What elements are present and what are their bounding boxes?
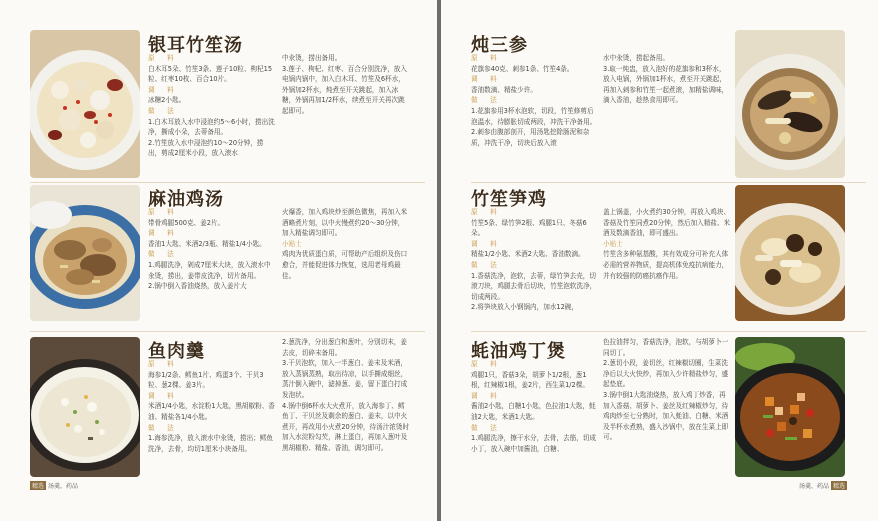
recipe-title: 鱼肉羹 bbox=[148, 341, 205, 362]
recipe-text: 1.鸡腿洗净，擦干水分，去骨，去筋，切成小丁，放入碗中加酱油，白糖、 bbox=[471, 434, 596, 453]
recipe-photo-three-ginseng-stew bbox=[735, 30, 845, 178]
footer-text: 汤羹、药品 bbox=[799, 483, 830, 490]
recipe-title: 炖三参 bbox=[471, 35, 528, 56]
recipe-text: 4.锅中倒6杯水大火煮开，放入海参丁、鳕鱼丁、干贝丝及剩余的葱白、姜末，以中火煮开，再改用小火煮20分钟，待汤汁浓烫时加入水淀粉勾芡，淋上蛋白，再加入葱叶及黑胡椒粉、精盐、香油，调匀即可。 bbox=[282, 401, 410, 452]
recipe-text: 3.取一炖盅，放入泡好的花旗参和3杯水，放入电锅，外锅加1杯水，煮至开关跳起，再加入刺参和竹笙一起煮滚，加精盐调味，滴入香油，趁热食用即可。 bbox=[603, 64, 729, 105]
right-page bbox=[441, 0, 878, 521]
recipe-text: 2.竹笙放入水中浸泡约10～20分钟，捞出，剪成2厘米小段，放入滚水 bbox=[148, 138, 264, 158]
recipe-text: 2.葱切小段，姜切丝，红辣椒切圈，生菜洗净后以大火快炒，再加入少许精盐炒匀，盛起垫底。 bbox=[603, 359, 729, 389]
recipe-column-2 bbox=[282, 337, 410, 481]
recipe-text: 3.锅中倒1大匙油烧热，放入鸡丁炒香，再加入香菇、胡萝卜、姜丝及红辣椒炒匀，待鸡肉炒至七分熟时，加入蚝油、白糖、米酒及半杯水煮熟，盛入沙锅中，放在生菜上即可。 bbox=[603, 390, 729, 442]
page-footer bbox=[799, 481, 847, 490]
recipe-text: 米酒1/4小匙，水淀粉1大匙，黑胡椒粉、香油、精盐各1/4小匙。 bbox=[148, 402, 275, 421]
recipe-photo-fish-soup bbox=[30, 337, 140, 477]
recipe-text: 3.干贝泡软，加入一半葱白、姜末及米酒，放入蒸锅蒸熟，取出待凉，以手撕成细丝，蒸汁倒入碗中，滤掉葱、姜，留下蛋白打成发泡状。 bbox=[282, 359, 408, 399]
recipe-text: 2.锅中倒入香油烧热，放入姜片大 bbox=[148, 282, 247, 291]
recipe-column-1 bbox=[148, 359, 276, 481]
recipe-column-1 bbox=[471, 53, 599, 181]
divider bbox=[471, 182, 866, 183]
recipe-title: 蚝油鸡丁煲 bbox=[471, 341, 566, 362]
section-label: 做 法 bbox=[471, 96, 500, 105]
footer-badge: 精选 bbox=[833, 483, 846, 490]
recipe-photo-sesame-chicken-soup bbox=[30, 185, 140, 321]
recipe-text: 1.海参洗净，放入滚水中汆烫，捞出；鳕鱼洗净，去骨，均切1厘米小块备用。 bbox=[148, 434, 273, 453]
recipe-text: 1.鸡腿洗净，剁成7厘米大块，放入滚水中汆烫，捞出，姜带皮洗净，切片备用。 bbox=[148, 260, 271, 280]
section-label: 做 法 bbox=[148, 106, 177, 115]
recipe-text: 鸡腿1只，香菇3朵，胡萝卜1/2根，葱1根，红辣椒1根，姜2片，西生菜1/2棵。 bbox=[471, 370, 589, 390]
section-label: 调 料 bbox=[148, 229, 177, 238]
section-label: 做 法 bbox=[148, 423, 177, 432]
recipe-text: 3.莲子、枸杞、红枣、百合分别洗净，放入电锅内锅中，加入白木耳、竹笙及6杯水，外锅加2杯水，炖煮至开关跳起，加入冰糖，外锅再加1/2杯水，续煮至开关再次跳起即可。 bbox=[282, 64, 407, 115]
section-label: 原 料 bbox=[148, 208, 177, 216]
section-label: 做 法 bbox=[148, 250, 177, 259]
recipe-column-2 bbox=[603, 53, 731, 181]
recipe-column-2 bbox=[282, 53, 410, 181]
recipe-text: 1.香菇洗净，泡软，去蒂，绿竹笋去壳，切滚刀块，鸡腿去骨后切块，竹笙泡软洗净，切成两段。 bbox=[471, 271, 597, 301]
recipe-text: 2.刺参由腹部剖开，用汤匙挖除肠泥和杂质，冲洗干净，切块后放入滚 bbox=[471, 128, 590, 147]
recipe-text: 冰糖2小匙。 bbox=[148, 96, 186, 105]
recipe-column-2 bbox=[603, 337, 731, 481]
recipe-title: 银耳竹笙汤 bbox=[148, 35, 243, 56]
recipe-column-1 bbox=[148, 207, 276, 327]
recipe-text: 2.将笋块放入小钢锅内，加水12碗， bbox=[471, 303, 578, 312]
recipe-photo-oyster-chicken-pot bbox=[735, 337, 845, 477]
section-label: 原 料 bbox=[148, 54, 177, 62]
recipe-column-1 bbox=[148, 53, 276, 181]
recipe-text: 海参1/2条、鳕鱼1片、鸡蛋3个、干贝3粒、葱2棵、姜3片。 bbox=[148, 370, 264, 390]
recipe-text: 中汆烫，捞出备用。 bbox=[282, 54, 342, 62]
recipe-text: 2.葱洗净，分出葱白和葱叶，分别切末，姜去皮，切碎末备用。 bbox=[282, 338, 407, 357]
tip-label: 小贴士 bbox=[603, 239, 623, 248]
recipe-text: 酱油2小匙，白糖1小匙，色拉油1大匙，蚝油2大匙，米酒1大匙。 bbox=[471, 402, 596, 421]
divider bbox=[471, 331, 866, 332]
section-label: 调 料 bbox=[471, 75, 500, 84]
divider bbox=[30, 331, 425, 332]
tip-label: 小贴士 bbox=[282, 239, 302, 248]
footer-text: 汤羹、药品 bbox=[48, 483, 79, 490]
section-label: 调 料 bbox=[148, 391, 177, 400]
section-label: 原 料 bbox=[471, 360, 500, 368]
recipe-text: 鸡肉为优质蛋白质，可帮助产后组织及伤口愈合，并能促进体力恢复，选用老母鸡最佳。 bbox=[282, 250, 408, 280]
recipe-text: 盖上锅盖，小火煮约30分钟，再放入鸡块、香菇及竹笙同煮20分钟，然后加入精盐、米酒及数滴香油，即可盛出。 bbox=[603, 208, 731, 238]
section-label: 调 料 bbox=[471, 391, 500, 400]
recipe-title: 麻油鸡汤 bbox=[148, 189, 224, 210]
recipe-text: 1.花旗参用3杯水泡软，切段，竹笙修剪后泡温水，待膨胀切成两段，冲洗干净备用。 bbox=[471, 106, 597, 126]
page-footer bbox=[30, 481, 78, 490]
recipe-text: 火爆香，加入鸡块炒至颜色微焦，再加入米酒略煮片刻，以中火慢煮约20～30分钟，加入精盐调匀即可。 bbox=[282, 208, 408, 238]
section-label: 调 料 bbox=[471, 239, 500, 248]
recipe-text: 色拉油拌匀，香菇洗净，泡软，与胡萝卜一同切丁。 bbox=[603, 338, 729, 357]
recipe-text: 白木耳5朵、竹笙3条、莲子10粒、枸杞15粒、红枣10枚、百合10片。 bbox=[148, 64, 273, 84]
recipe-text: 水中汆烫，捞起备用。 bbox=[603, 54, 669, 62]
recipe-text: 花旗参40克、刺参1条、竹笙4条。 bbox=[471, 64, 574, 73]
recipe-text: 竹笙含多种氨基酸，其有效成分可补充人体必需的营养物质，提高机体免疫抗病能力，并有较强的防癌抗癌作用。 bbox=[603, 250, 729, 280]
recipe-text: 带骨鸡腿500克、姜2片。 bbox=[148, 218, 225, 227]
recipe-column-1 bbox=[471, 207, 599, 327]
recipe-text: 香油1大匙、米酒2/3瓶、精盐1/4小匙。 bbox=[148, 239, 266, 248]
section-label: 做 法 bbox=[471, 423, 500, 432]
footer-badge: 精选 bbox=[32, 483, 45, 490]
recipe-text: 香油数滴、精盐少许。 bbox=[471, 85, 537, 94]
recipe-title: 竹笙笋鸡 bbox=[471, 189, 547, 210]
divider bbox=[30, 182, 425, 183]
recipe-text: 竹笙5条、绿竹笋2根、鸡腿1只、冬菇6朵。 bbox=[471, 218, 587, 238]
recipe-column-2 bbox=[282, 207, 410, 327]
recipe-column-2 bbox=[603, 207, 731, 327]
left-page bbox=[0, 0, 437, 521]
recipe-photo-bamboo-chicken bbox=[735, 185, 845, 321]
section-label: 原 料 bbox=[471, 54, 500, 62]
recipe-text: 1.白木耳放入水中浸泡约5～6小时，捞出洗净，撕成小朵，去蒂备用。 bbox=[148, 117, 275, 137]
section-label: 做 法 bbox=[471, 260, 500, 269]
recipe-column-1 bbox=[471, 359, 599, 481]
recipe-photo-silver-ear-soup bbox=[30, 30, 140, 178]
section-label: 原 料 bbox=[471, 208, 500, 216]
recipe-text: 精盐1/2小匙、米酒2大匙、香油数滴。 bbox=[471, 250, 585, 259]
section-label: 调 料 bbox=[148, 85, 177, 94]
section-label: 原 料 bbox=[148, 360, 177, 368]
